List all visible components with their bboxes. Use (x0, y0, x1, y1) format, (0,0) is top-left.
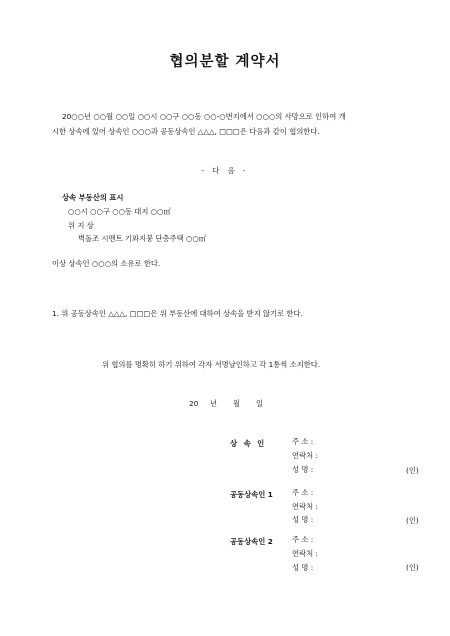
signatory-coheir-1-label: 공동상속인 1 (230, 490, 273, 499)
signatory-heir-name: 성 명 : (292, 465, 314, 474)
signatory-coheir-2-address: 주 소 : (292, 535, 314, 544)
signatory-coheir-2-seal: (인) (406, 563, 419, 572)
date-month-unit: 월 (233, 399, 241, 408)
signatory-coheir-2-label: 공동상속인 2 (230, 537, 273, 546)
signatory-heir-seal: (인) (406, 466, 419, 475)
signatory-coheir-2-name: 성 명 : (292, 563, 314, 572)
signatory-heir-contact: 연락처 : (292, 451, 318, 460)
signatory-coheir-1-contact: 연락처 : (292, 502, 318, 511)
signatory-coheir-1-address: 주 소 : (292, 488, 314, 497)
signatory-coheir-1-seal: (인) (406, 516, 419, 525)
date-year: 20 (189, 399, 199, 408)
closing-statement: 위 협의를 명확히 하기 위하여 각자 서명날인하고 각 1통씩 소지한다. (102, 360, 321, 369)
document-title: 협의분할 계약서 (169, 54, 281, 70)
signatory-heir-address: 주 소 : (292, 437, 314, 446)
property-land: ○○시 ○○구 ○○동 대지 ○○㎡ (68, 207, 171, 216)
ownership-statement: 이상 상속인 ○○○의 소유로 한다. (52, 259, 161, 268)
intro-line-1: 20○○년 ○○월 ○○일 ○○시 ○○구 ○○동 ○○-○번지에서 ○○○의 사망으로 인하여 개 (62, 112, 346, 121)
signatory-coheir-1-name: 성 명 : (292, 515, 314, 524)
intro-line-2: 시한 상속에 있어 상속인 ○○○과 공동상속인 △△△, □□□은 다음과 같이 협의한다. (52, 127, 320, 136)
signatory-coheir-2-contact: 연락처 : (292, 549, 318, 558)
clause-1: 1. 위 공동상속인 △△△, □□□은 위 부동산에 대하여 상속을 받지 않기로 한다. (52, 309, 303, 318)
date-day-unit: 일 (256, 399, 264, 408)
property-above: 위 지 상 (68, 221, 94, 230)
property-heading: 상속 부동산의 표시 (62, 193, 124, 202)
property-building: 벽돌조 시멘트 기와지붕 단층주택 ○○㎡ (78, 234, 206, 243)
date-year-unit: 년 (210, 399, 218, 408)
section-separator: - 다 음 - (201, 166, 249, 175)
signatory-heir-label: 상 속 인 (230, 439, 267, 448)
